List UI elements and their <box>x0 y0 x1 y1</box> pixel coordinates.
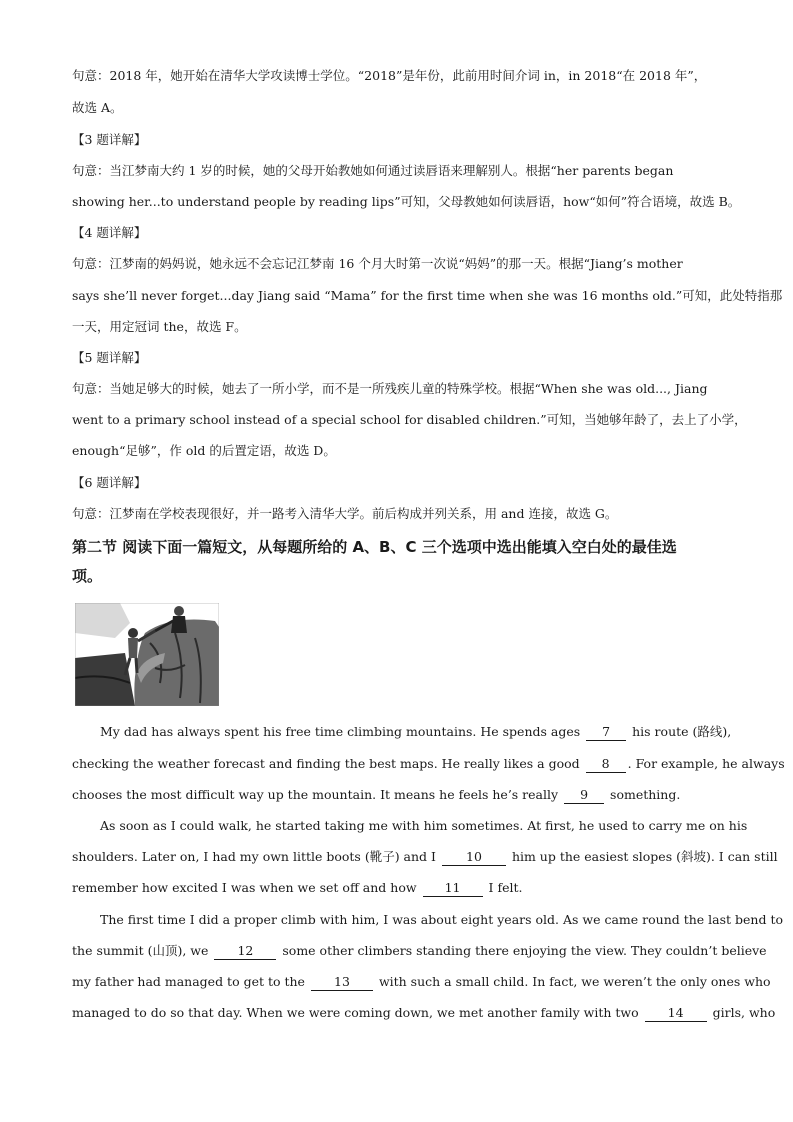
passage-line: managed to do so that day. When we were coming down, we met another family with two 14 girls, who <box>72 1005 776 1020</box>
answer-blank-8[interactable]: 8 <box>586 756 626 773</box>
question-heading: 【6 题详解】 <box>72 475 147 490</box>
text-line: 句意：2018 年，她开始在清华大学攻读博士学位。“2018”是年份，此前用时间介词 in，in 2018“在 2018 年”， <box>72 68 707 83</box>
passage-line: My dad has always spent his free time climbing mountains. He spends ages 7 his route (路线), <box>100 724 732 739</box>
passage-line: remember how excited I was when we set off and how 11 I felt. <box>72 880 523 895</box>
section-heading: 项。 <box>72 567 103 585</box>
question-heading: 【3 题详解】 <box>72 132 147 147</box>
passage-line: my father had managed to get to the 13 with such a small child. In fact, we weren’t the only ones who <box>72 974 771 989</box>
passage-line: shoulders. Later on, I had my own little boots (靴子) and I 10 him up the easiest slopes (斜坡). I can still <box>72 849 778 864</box>
answer-blank-9[interactable]: 9 <box>564 787 604 804</box>
question-heading: 【4 题详解】 <box>72 225 147 240</box>
text-line: showing her...to understand people by reading lips”可知，父母教她如何读唇语，how“如何”符合语境，故选 B。 <box>72 194 741 209</box>
text-line: says she’ll never forget...day Jiang said “Mama” for the first time when she was 16 months old.”可知，此处特指那 <box>72 288 783 303</box>
section-heading: 第二节 阅读下面一篇短文，从每题所给的 A、B、C 三个选项中选出能填入空白处的最佳选 <box>72 538 677 556</box>
text-line: 一天，用定冠词 the，故选 F。 <box>72 319 247 334</box>
passage-line: checking the weather forecast and finding the best maps. He really likes a good 8 . For example, he always <box>72 756 785 771</box>
answer-blank-14[interactable]: 14 <box>645 1005 707 1022</box>
text-line: 句意：江梦南在学校表现很好，并一路考入清华大学。前后构成并列关系，用 and 连接，故选 G。 <box>72 506 618 521</box>
passage-line: chooses the most difficult way up the mountain. It means he feels he’s really 9 something. <box>72 787 681 802</box>
text-line: enough“足够”，作 old 的后置定语，故选 D。 <box>72 443 336 458</box>
text-line: 句意：当她足够大的时候，她去了一所小学，而不是一所残疾儿童的特殊学校。根据“When she was old..., Jiang <box>72 381 708 396</box>
text-line: 故选 A。 <box>72 100 123 115</box>
answer-blank-7[interactable]: 7 <box>586 724 626 741</box>
text-line: went to a primary school instead of a special school for disabled children.”可知，当她够年龄了，去上了小学， <box>72 412 747 427</box>
text-line: 句意：江梦南的妈妈说，她永远不会忘记江梦南 16 个月大时第一次说“妈妈”的那一天。根据“Jiang’s mother <box>72 256 683 271</box>
answer-blank-11[interactable]: 11 <box>423 880 483 897</box>
passage-line: As soon as I could walk, he started taking me with him sometimes. At first, he used to carry me on his <box>100 818 748 833</box>
climbing-photo <box>75 603 219 706</box>
text-line: 句意：当江梦南大约 1 岁的时候，她的父母开始教她如何通过读唇语来理解别人。根据“her parents began <box>72 163 674 178</box>
answer-blank-13[interactable]: 13 <box>311 974 373 991</box>
question-heading: 【5 题详解】 <box>72 350 147 365</box>
answer-blank-12[interactable]: 12 <box>214 943 276 960</box>
passage-line: the summit (山顶), we 12 some other climbers standing there enjoying the view. They couldn’t believe <box>72 943 767 958</box>
answer-blank-10[interactable]: 10 <box>442 849 506 866</box>
passage-line: The first time I did a proper climb with him, I was about eight years old. As we came round the last bend to <box>100 912 783 927</box>
